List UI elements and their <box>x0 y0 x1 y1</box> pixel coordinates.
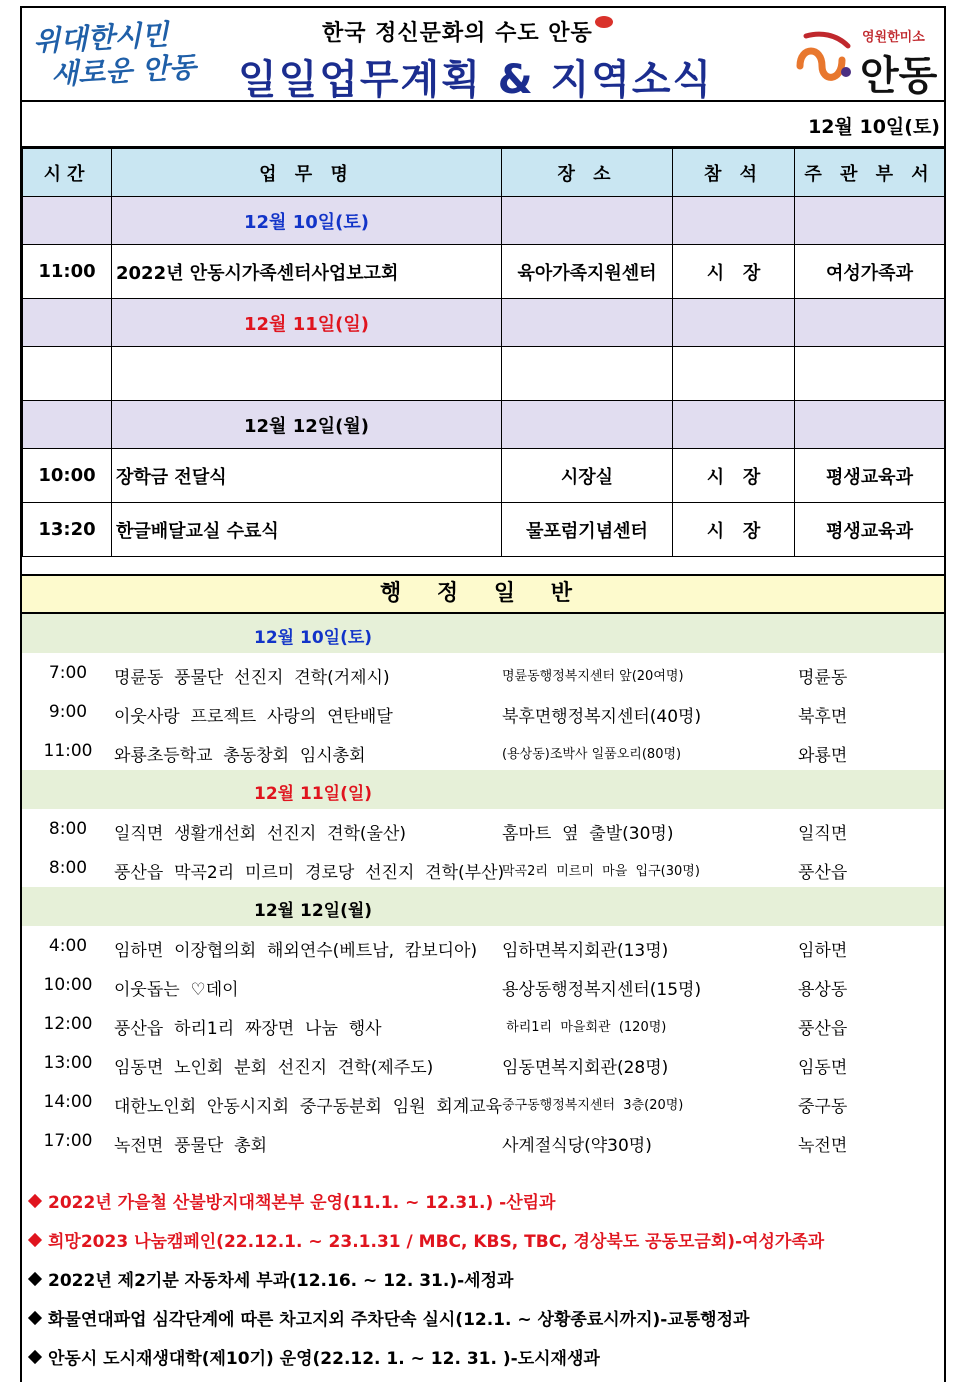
notice-list <box>22 1184 944 1379</box>
admin-row-name: 임하면 이장협의회 해외연수(베트남, 캄보디아) <box>114 941 478 961</box>
subtitle-text: 한국 정신문화의 수도 안동 <box>322 21 593 46</box>
admin-row <box>22 848 944 887</box>
admin-row-time: 8:00 <box>48 858 88 878</box>
admin-row-time: 13:00 <box>43 1053 93 1073</box>
admin-row-name: 임동면 노인회 분회 선진지 견학(제주도) <box>114 1058 434 1078</box>
notice-text: 화물연대파업 심각단계에 따른 차고지외 주차단속 실시(12.1. ~ 상황종료시까지)-교통행정과 <box>48 1310 750 1330</box>
admin-row-dept: 명륜동 <box>798 668 848 688</box>
header-attend: 참 석 <box>673 149 795 197</box>
schedule-empty-row <box>23 347 945 401</box>
admin-row-place: 막곡2리 미르미 마을 입구(30명) <box>502 864 700 879</box>
admin-row-time: 17:00 <box>43 1131 93 1151</box>
admin-row-place: 중구동행정복지센터 3층(20명) <box>502 1098 684 1113</box>
schedule-row <box>23 449 945 503</box>
day-label: 12월 10일(토) <box>112 197 502 245</box>
row-time: 13:20 <box>23 503 112 557</box>
admin-row-place: 용상동행정복지센터(15명) <box>502 980 702 1000</box>
admin-row-time: 8:00 <box>48 819 88 839</box>
row-dept: 여성가족과 <box>795 245 945 299</box>
row-task: 2022년 안동시가족센터사업보고회 <box>112 245 502 299</box>
date-row <box>22 102 944 148</box>
slogan-line-1: 위대한시민 <box>32 17 170 58</box>
subtitle <box>322 16 613 47</box>
admin-row-dept: 와룡면 <box>798 746 848 766</box>
admin-day-label: 12월 12일(월) <box>254 901 373 921</box>
admin-day-row <box>22 887 944 926</box>
admin-row <box>22 1082 944 1121</box>
row-task: 장학금 전달식 <box>112 449 502 503</box>
admin-row-place: 사계절식당(약30명) <box>502 1136 652 1156</box>
schedule-table <box>22 148 945 557</box>
schedule-day-row <box>23 401 945 449</box>
notice-item <box>22 1184 944 1223</box>
diamond-bullet-icon <box>28 1350 42 1364</box>
logo-tagline: 영원한미소 <box>862 30 925 45</box>
admin-day-label: 12월 11일(일) <box>254 784 373 804</box>
schedule-row <box>23 245 945 299</box>
admin-row-time: 11:00 <box>43 741 93 761</box>
admin-row-time: 10:00 <box>43 975 93 995</box>
header-dept: 주 관 부 서 <box>795 149 945 197</box>
schedule-day-row <box>23 197 945 245</box>
row-place: 시장실 <box>502 449 673 503</box>
admin-row-place: 북후면행정복지센터(40명) <box>502 707 702 727</box>
admin-row-name: 대한노인회 안동시지회 중구동분회 임원 회계교육 <box>114 1097 503 1117</box>
seal-badge-icon <box>595 16 613 28</box>
notice-text: 2022년 가을철 산불방지대책본부 운영(11.1. ~ 12.31.) -산림과 <box>48 1193 556 1213</box>
admin-row <box>22 692 944 731</box>
notice-text: 2022년 제2기분 자동차세 부과(12.16. ~ 12. 31.)-세정과 <box>48 1271 514 1291</box>
notice-text: 안동시 도시재생대학(제10기) 운영(22.12. 1. ~ 12. 31. )-도시재생과 <box>48 1349 600 1369</box>
admin-row <box>22 731 944 770</box>
andong-logo <box>792 20 942 98</box>
row-attend: 시 장 <box>673 449 795 503</box>
admin-row <box>22 1043 944 1082</box>
row-place: 물포럼기념센터 <box>502 503 673 557</box>
schedule-row <box>23 503 945 557</box>
admin-row-name: 녹전면 풍물단 총회 <box>114 1136 267 1156</box>
admin-row-place: 하리1리 마을회관 (120명) <box>502 1020 667 1035</box>
schedule-day-row <box>23 299 945 347</box>
admin-row-dept: 임동면 <box>798 1058 848 1078</box>
current-date: 12월 10일(토) <box>808 116 940 138</box>
admin-row-dept: 용상동 <box>798 980 848 1000</box>
notice-item <box>22 1262 944 1301</box>
admin-row-dept: 풍산읍 <box>798 863 848 883</box>
row-place: 육아가족지원센터 <box>502 245 673 299</box>
row-task: 한글배달교실 수료식 <box>112 503 502 557</box>
page-title: 일일업무계획 & 지역소식 <box>238 57 714 103</box>
slogan-line-2: 새로운 안동 <box>50 50 197 92</box>
admin-row-name: 이웃사랑 프로젝트 사랑의 연탄배달 <box>114 707 393 727</box>
row-attend: 시 장 <box>673 245 795 299</box>
row-dept: 평생교육과 <box>795 503 945 557</box>
header-time: 시간 <box>23 149 112 197</box>
admin-row-name: 풍산읍 막곡2리 미르미 경로당 선진지 견학(부산) <box>114 863 505 883</box>
admin-section-title: 행 정 일 반 <box>22 574 944 614</box>
document-page <box>20 6 946 1382</box>
admin-row <box>22 809 944 848</box>
diamond-bullet-icon <box>28 1194 42 1208</box>
admin-row-place: 임하면복지회관(13명) <box>502 941 669 961</box>
day-label: 12월 11일(일) <box>112 299 502 347</box>
row-time: 11:00 <box>23 245 112 299</box>
slogan <box>32 15 225 93</box>
admin-row-dept: 일직면 <box>798 824 848 844</box>
document-header <box>22 6 944 102</box>
admin-day-row <box>22 770 944 809</box>
admin-row-place: 명륜동행정복지센터 앞(20여명) <box>502 669 684 684</box>
admin-row-time: 7:00 <box>48 663 88 683</box>
admin-row-place: 임동면복지회관(28명) <box>502 1058 669 1078</box>
notice-item <box>22 1340 944 1379</box>
admin-row <box>22 653 944 692</box>
row-time: 10:00 <box>23 449 112 503</box>
header-place: 장 소 <box>502 149 673 197</box>
admin-day-label: 12월 10일(토) <box>254 628 373 648</box>
row-dept: 평생교육과 <box>795 449 945 503</box>
admin-row-dept: 풍산읍 <box>798 1019 848 1039</box>
admin-row-time: 4:00 <box>48 936 88 956</box>
admin-row-place: 홈마트 옆 출발(30명) <box>502 824 674 844</box>
admin-row-time: 12:00 <box>43 1014 93 1034</box>
admin-row <box>22 965 944 1004</box>
admin-row <box>22 1121 944 1160</box>
diamond-bullet-icon <box>28 1311 42 1325</box>
admin-row-name: 와룡초등학교 총동창회 임시총회 <box>114 746 366 766</box>
admin-list <box>22 614 944 1160</box>
admin-row-place: (용상동)조박사 일품오리(80명) <box>502 747 682 762</box>
notice-text: 희망2023 나눔캠페인(22.12.1. ~ 23.1.31 / MBC, KBS, TBC, 경상북도 공동모금회)-여성가족과 <box>48 1232 825 1252</box>
admin-row-dept: 중구동 <box>798 1097 848 1117</box>
row-attend: 시 장 <box>673 503 795 557</box>
diamond-bullet-icon <box>28 1233 42 1247</box>
admin-row <box>22 926 944 965</box>
admin-row-name: 일직면 생활개선회 선진지 견학(울산) <box>114 824 407 844</box>
admin-row-dept: 임하면 <box>798 941 848 961</box>
admin-row-time: 9:00 <box>48 702 88 722</box>
diamond-bullet-icon <box>28 1272 42 1286</box>
day-label: 12월 12일(월) <box>112 401 502 449</box>
admin-row-time: 14:00 <box>43 1092 93 1112</box>
schedule-header-row <box>23 149 945 197</box>
admin-row-name: 명륜동 풍물단 선진지 견학(거제시) <box>114 668 390 688</box>
notice-item <box>22 1301 944 1340</box>
admin-day-row <box>22 614 944 653</box>
admin-row <box>22 1004 944 1043</box>
admin-row-dept: 북후면 <box>798 707 848 727</box>
header-task: 업 무 명 <box>112 149 502 197</box>
logo-city-name: 안동 <box>860 53 938 99</box>
admin-row-name: 이웃돕는 ♡데이 <box>114 980 239 1000</box>
admin-row-dept: 녹전면 <box>798 1136 848 1156</box>
andong-logo-mark-icon <box>792 26 856 90</box>
notice-item <box>22 1223 944 1262</box>
admin-row-name: 풍산읍 하리1리 짜장면 나눔 행사 <box>114 1019 382 1039</box>
